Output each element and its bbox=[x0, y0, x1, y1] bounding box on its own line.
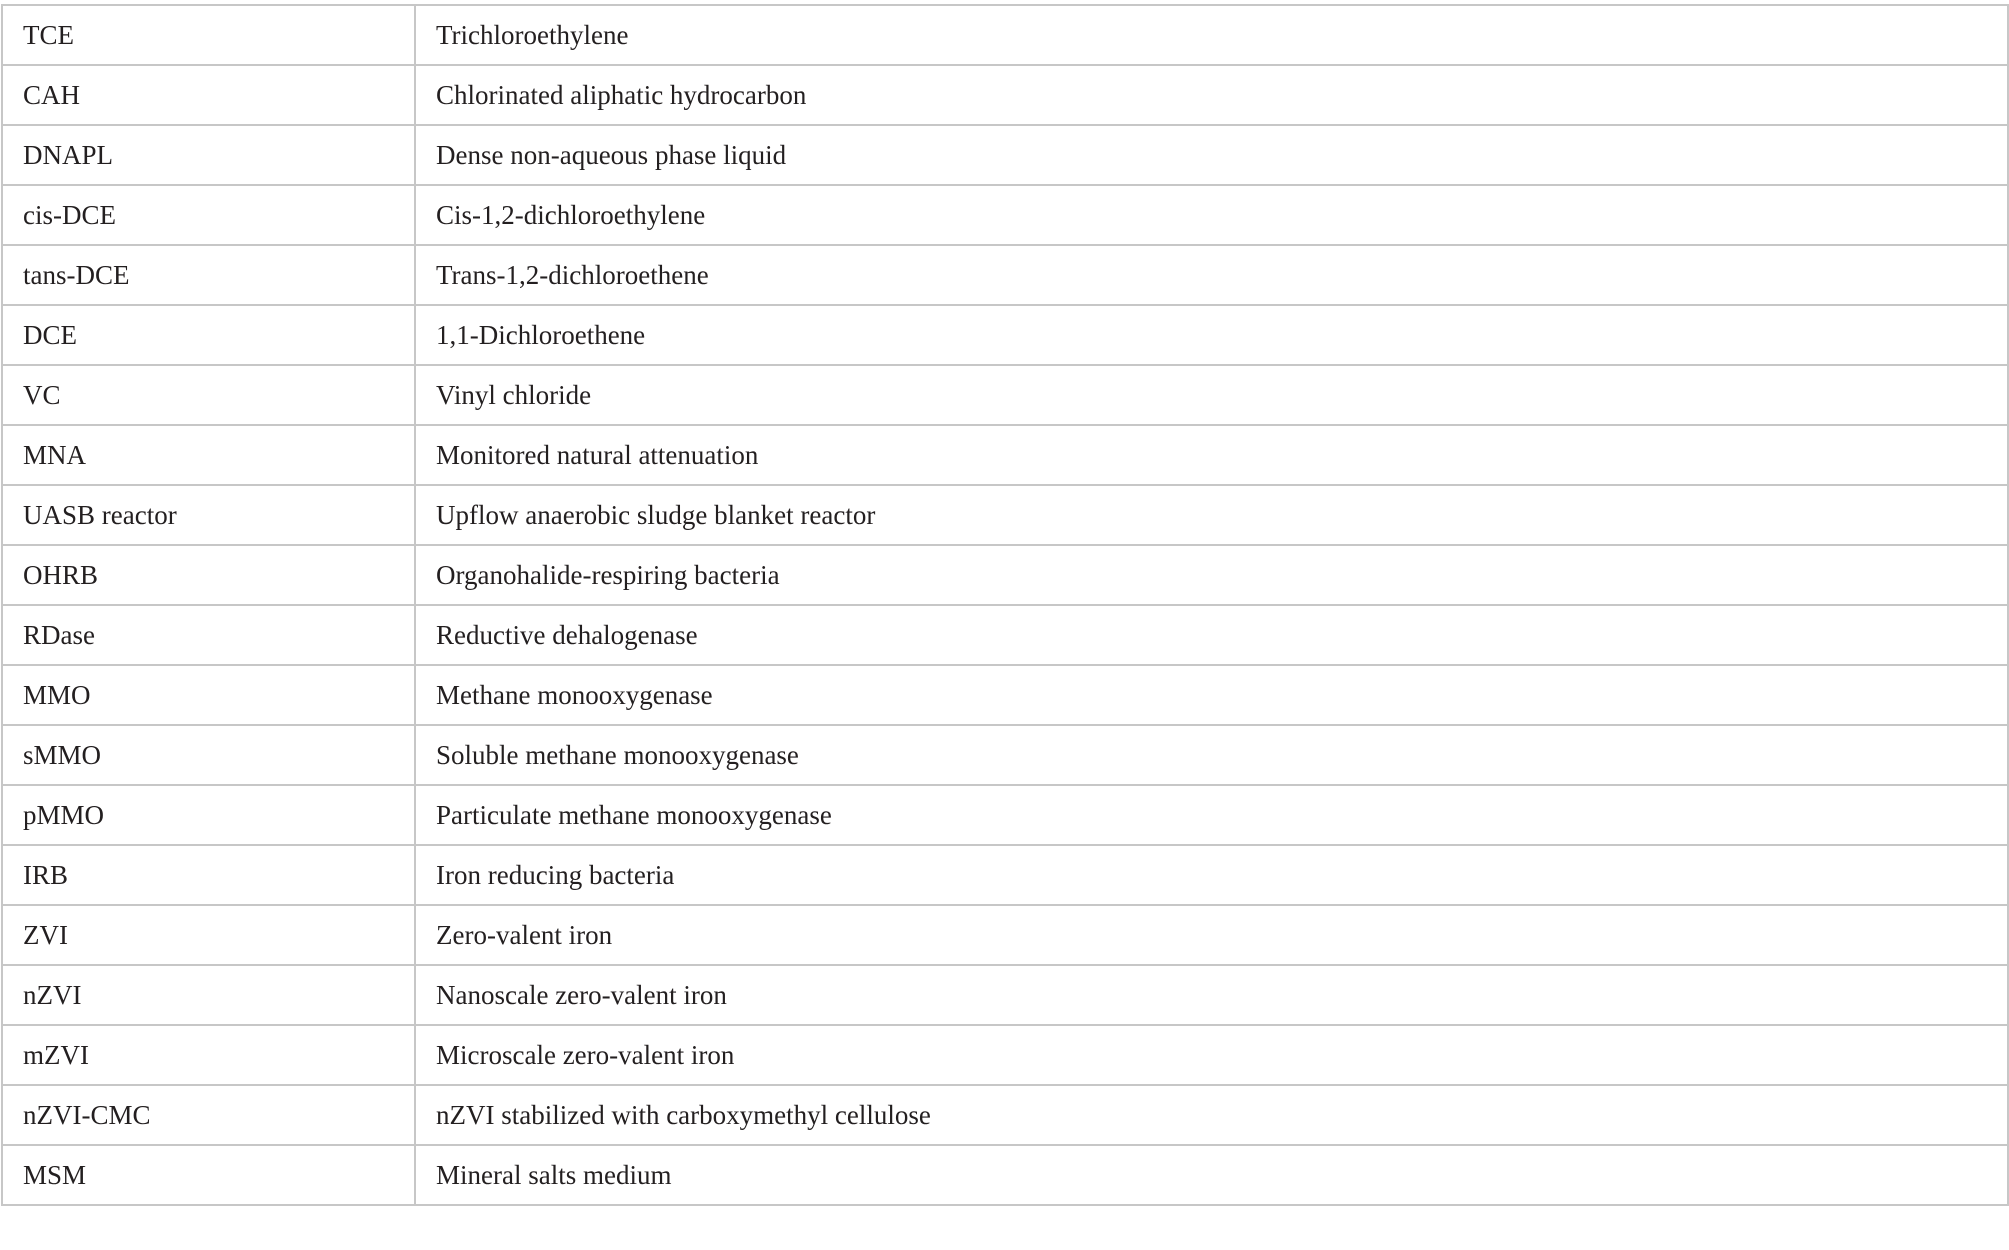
abbreviation-cell: TCE bbox=[2, 5, 415, 65]
definition-cell: Particulate methane monooxygenase bbox=[415, 785, 2008, 845]
definition-cell: Vinyl chloride bbox=[415, 365, 2008, 425]
definition-cell: Soluble methane monooxygenase bbox=[415, 725, 2008, 785]
table-row bbox=[2, 425, 2008, 485]
abbreviation-cell: OHRB bbox=[2, 545, 415, 605]
definition-cell: Reductive dehalogenase bbox=[415, 605, 2008, 665]
abbreviation-cell: IRB bbox=[2, 845, 415, 905]
definition-cell: nZVI stabilized with carboxymethyl cellulose bbox=[415, 1085, 2008, 1145]
abbreviations-table bbox=[1, 4, 2009, 1206]
definition-cell: Organohalide-respiring bacteria bbox=[415, 545, 2008, 605]
table-row bbox=[2, 65, 2008, 125]
abbreviation-cell: MNA bbox=[2, 425, 415, 485]
abbreviation-cell: MMO bbox=[2, 665, 415, 725]
table-row bbox=[2, 1145, 2008, 1205]
definition-cell: Zero-valent iron bbox=[415, 905, 2008, 965]
abbreviation-cell: MSM bbox=[2, 1145, 415, 1205]
table-row bbox=[2, 965, 2008, 1025]
definition-cell: Monitored natural attenuation bbox=[415, 425, 2008, 485]
table-row bbox=[2, 905, 2008, 965]
definition-cell: Trichloroethylene bbox=[415, 5, 2008, 65]
table-row bbox=[2, 785, 2008, 845]
table-row bbox=[2, 665, 2008, 725]
definition-cell: Mineral salts medium bbox=[415, 1145, 2008, 1205]
table-row bbox=[2, 725, 2008, 785]
table-row bbox=[2, 1025, 2008, 1085]
definition-cell: Cis-1,2-dichloroethylene bbox=[415, 185, 2008, 245]
abbreviation-cell: ZVI bbox=[2, 905, 415, 965]
definition-cell: Nanoscale zero-valent iron bbox=[415, 965, 2008, 1025]
abbreviation-cell: pMMO bbox=[2, 785, 415, 845]
table-row bbox=[2, 185, 2008, 245]
abbreviation-cell: VC bbox=[2, 365, 415, 425]
table-row bbox=[2, 1085, 2008, 1145]
abbreviation-cell: nZVI bbox=[2, 965, 415, 1025]
abbreviation-cell: nZVI-CMC bbox=[2, 1085, 415, 1145]
definition-cell: 1,1-Dichloroethene bbox=[415, 305, 2008, 365]
abbreviation-cell: sMMO bbox=[2, 725, 415, 785]
definition-cell: Chlorinated aliphatic hydrocarbon bbox=[415, 65, 2008, 125]
table-row bbox=[2, 365, 2008, 425]
abbreviations-table-body bbox=[2, 5, 2008, 1205]
table-row bbox=[2, 605, 2008, 665]
definition-cell: Trans-1,2-dichloroethene bbox=[415, 245, 2008, 305]
definition-cell: Upflow anaerobic sludge blanket reactor bbox=[415, 485, 2008, 545]
table-row bbox=[2, 5, 2008, 65]
abbreviation-cell: UASB reactor bbox=[2, 485, 415, 545]
table-row bbox=[2, 845, 2008, 905]
definition-cell: Microscale zero-valent iron bbox=[415, 1025, 2008, 1085]
definition-cell: Iron reducing bacteria bbox=[415, 845, 2008, 905]
table-row bbox=[2, 125, 2008, 185]
abbreviation-cell: cis-DCE bbox=[2, 185, 415, 245]
abbreviation-cell: CAH bbox=[2, 65, 415, 125]
definition-cell: Dense non-aqueous phase liquid bbox=[415, 125, 2008, 185]
abbreviation-cell: DNAPL bbox=[2, 125, 415, 185]
table-row bbox=[2, 305, 2008, 365]
table-row bbox=[2, 545, 2008, 605]
abbreviation-cell: DCE bbox=[2, 305, 415, 365]
table-row bbox=[2, 485, 2008, 545]
definition-cell: Methane monooxygenase bbox=[415, 665, 2008, 725]
abbreviation-cell: mZVI bbox=[2, 1025, 415, 1085]
abbreviation-cell: RDase bbox=[2, 605, 415, 665]
table-row bbox=[2, 245, 2008, 305]
abbreviation-cell: tans-DCE bbox=[2, 245, 415, 305]
